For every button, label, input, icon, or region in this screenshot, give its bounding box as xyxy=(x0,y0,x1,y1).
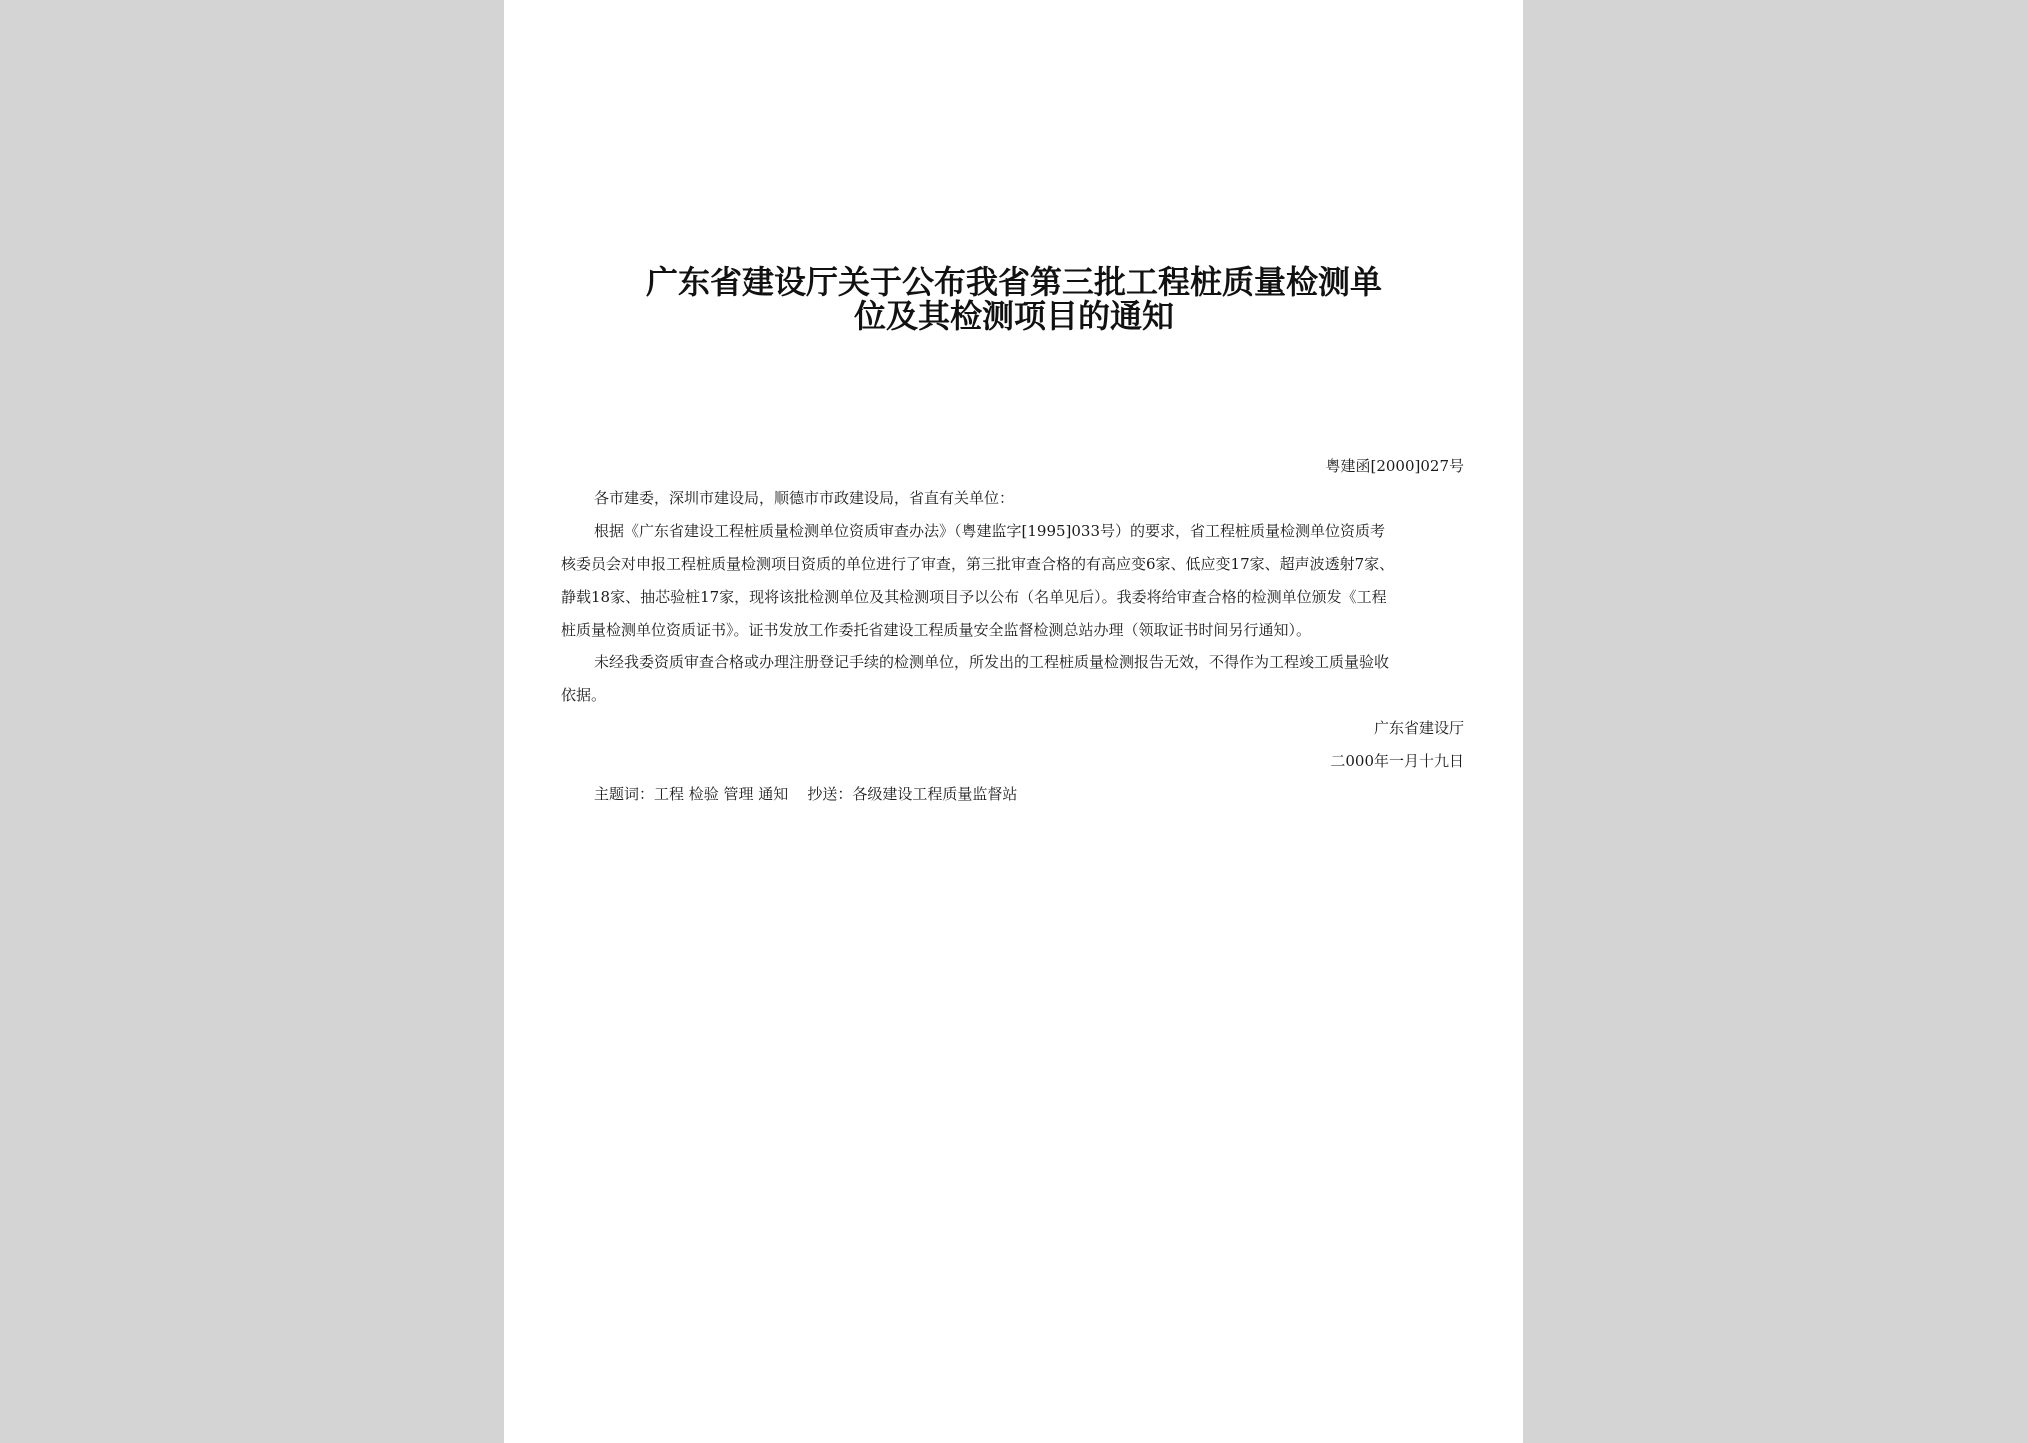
document-title-line-1: 广东省建设厅关于公布我省第三批工程桩质量检测单 xyxy=(645,263,1382,301)
paragraph-1-line-4: 桩质量检测单位资质证书》。证书发放工作委托省建设工程质量安全监督检测总站办理（领取证书时间另行通知）。 xyxy=(561,621,1312,639)
paragraph-1-line-3: 静载18家、抽芯验桩17家，现将该批检测单位及其检测项目予以公布（名单见后）。我委将给审查合格的检测单位颁发《工程 xyxy=(561,588,1387,606)
footer-keywords-cc: 主题词：工程 检验 管理 通知 抄送：各级建设工程质量监督站 xyxy=(594,785,1018,803)
paragraph-1-line-2: 核委员会对申报工程桩质量检测项目资质的单位进行了审查，第三批审查合格的有高应变6家、低应变17家、超声波透射7家、 xyxy=(561,555,1395,573)
paragraph-2-line-2: 依据。 xyxy=(561,686,607,704)
paragraph-1-line-1: 根据《广东省建设工程桩质量检测单位资质审查办法》（粤建监字[1995]033号）的要求，省工程桩质量检测单位资质考 xyxy=(594,522,1386,540)
salutation: 各市建委，深圳市建设局，顺德市市政建设局，省直有关单位： xyxy=(594,489,1015,507)
document-page xyxy=(504,0,1523,1443)
paragraph-2-line-1: 未经我委资质审查合格或办理注册登记手续的检测单位，所发出的工程桩质量检测报告无效，不得作为工程竣工质量验收 xyxy=(594,653,1390,671)
document-number: 粤建函[2000]027号 xyxy=(1325,457,1464,475)
signature-date: 二000年一月十九日 xyxy=(1330,752,1464,770)
document-title-line-2: 位及其检测项目的通知 xyxy=(853,297,1174,335)
signature-org: 广东省建设厅 xyxy=(1373,719,1464,737)
